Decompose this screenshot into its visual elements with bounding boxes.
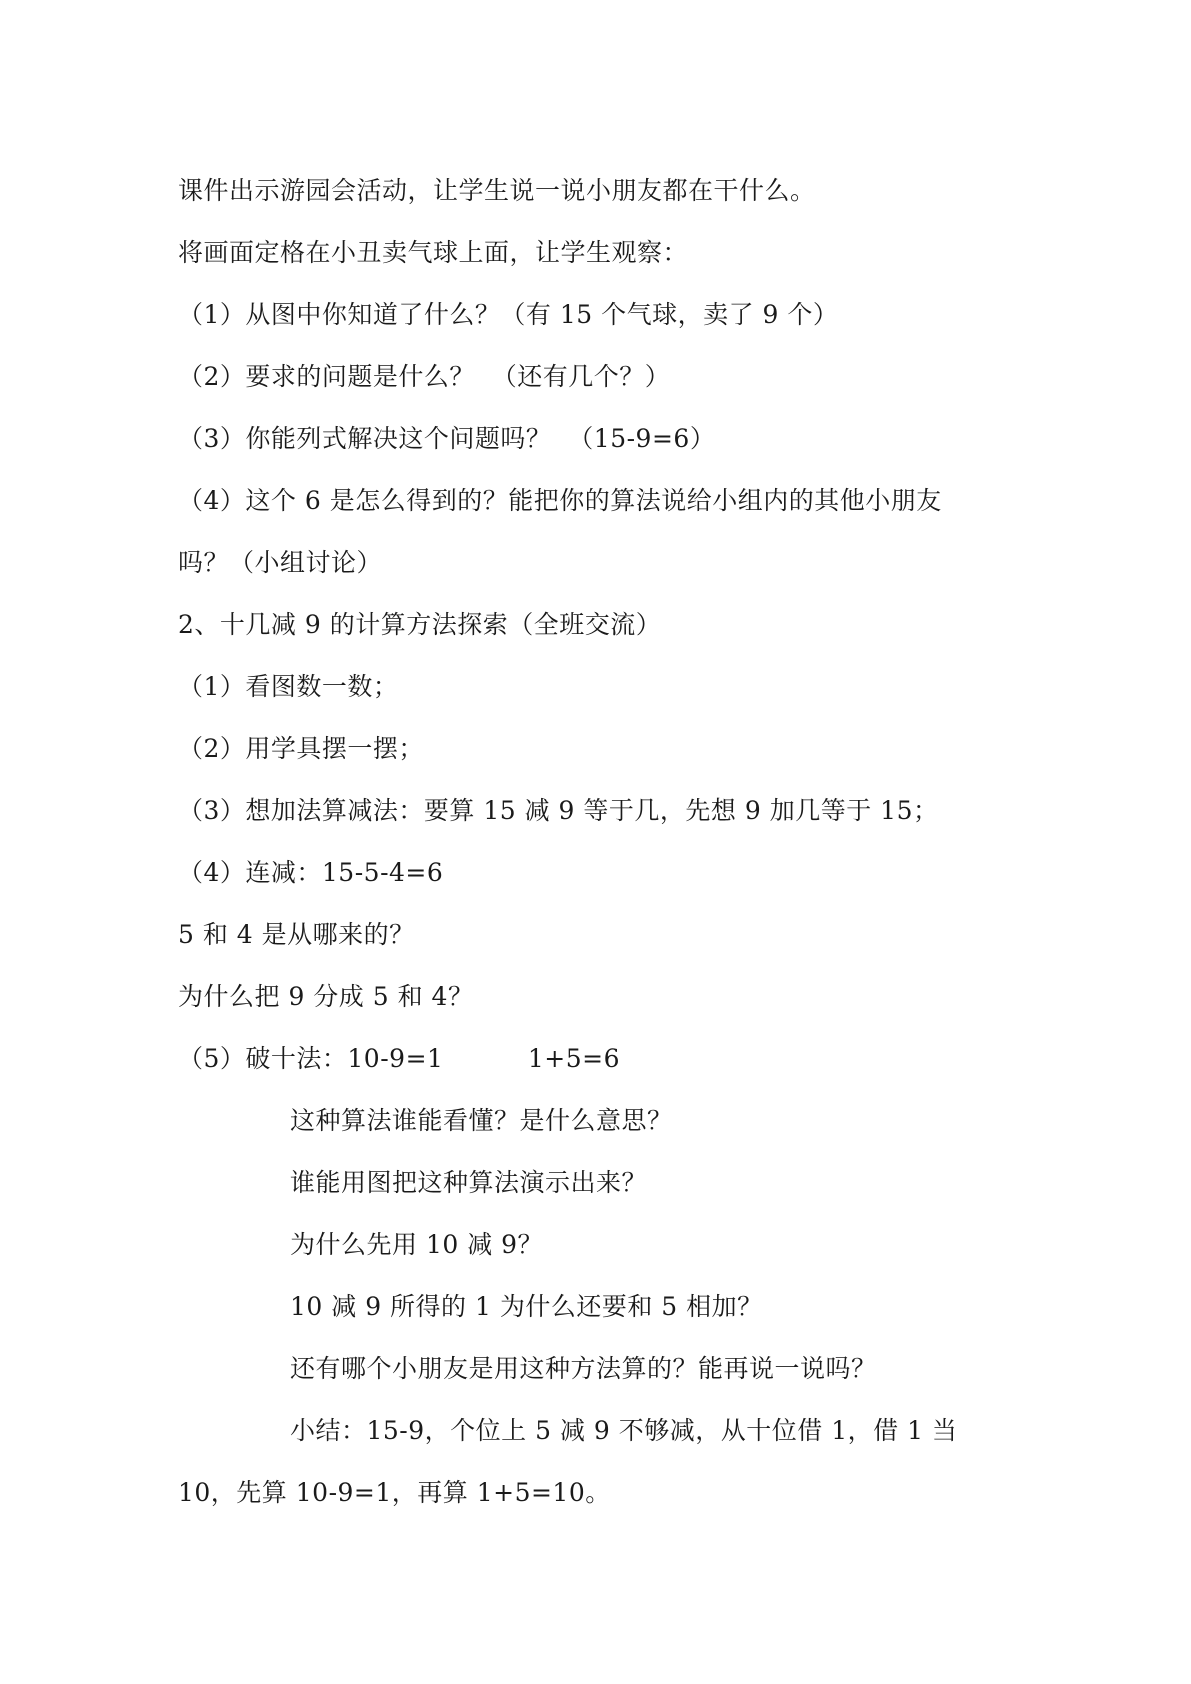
prompt-demonstrate: 谁能用图把这种算法演示出来？ xyxy=(290,1168,648,1197)
prompt-understand: 这种算法谁能看懂？是什么意思？ xyxy=(290,1106,673,1135)
prompt-why-add: 10 减 9 所得的 1 为什么还要和 5 相加？ xyxy=(290,1292,763,1321)
document-body xyxy=(0,160,1191,1524)
prompt-who-else: 还有哪个小朋友是用这种方法算的？能再说一说吗？ xyxy=(290,1354,877,1383)
question-where-from: 5 和 4 是从哪来的？ xyxy=(178,920,415,949)
paragraph-observe: 将画面定格在小丑卖气球上面，让学生观察： xyxy=(178,238,689,267)
method-3: （3）想加法算减法：要算 15 减 9 等于几，先想 9 加几等于 15； xyxy=(178,796,939,825)
section-heading-2: 2、十几减 9 的计算方法探索（全班交流） xyxy=(178,610,662,639)
question-4: （4）这个 6 是怎么得到的？能把你的算法说给小组内的其他小朋友 xyxy=(178,486,942,515)
prompt-why-first: 为什么先用 10 减 9？ xyxy=(290,1230,544,1259)
question-why-split: 为什么把 9 分成 5 和 4？ xyxy=(178,982,474,1011)
method-1: （1）看图数一数； xyxy=(178,672,399,701)
question-2: （2）要求的问题是什么？ （还有几个？） xyxy=(178,362,671,391)
method-4: （4）连减：15-5-4=6 xyxy=(178,858,444,887)
method-5: （5）破十法：10-9=1 1+5=6 xyxy=(178,1044,621,1073)
question-1: （1）从图中你知道了什么？（有 15 个气球，卖了 9 个） xyxy=(178,300,839,329)
question-4-continued: 吗？（小组讨论） xyxy=(178,548,383,577)
summary-continued: 10，先算 10-9=1，再算 1+5=10。 xyxy=(178,1478,611,1507)
method-2: （2）用学具摆一摆； xyxy=(178,734,424,763)
paragraph-activity-intro: 课件出示游园会活动，让学生说一说小朋友都在干什么。 xyxy=(178,176,816,205)
summary: 小结：15-9，个位上 5 减 9 不够减，从十位借 1，借 1 当 xyxy=(290,1416,958,1445)
question-3: （3）你能列式解决这个问题吗？ （15-9=6） xyxy=(178,424,716,453)
